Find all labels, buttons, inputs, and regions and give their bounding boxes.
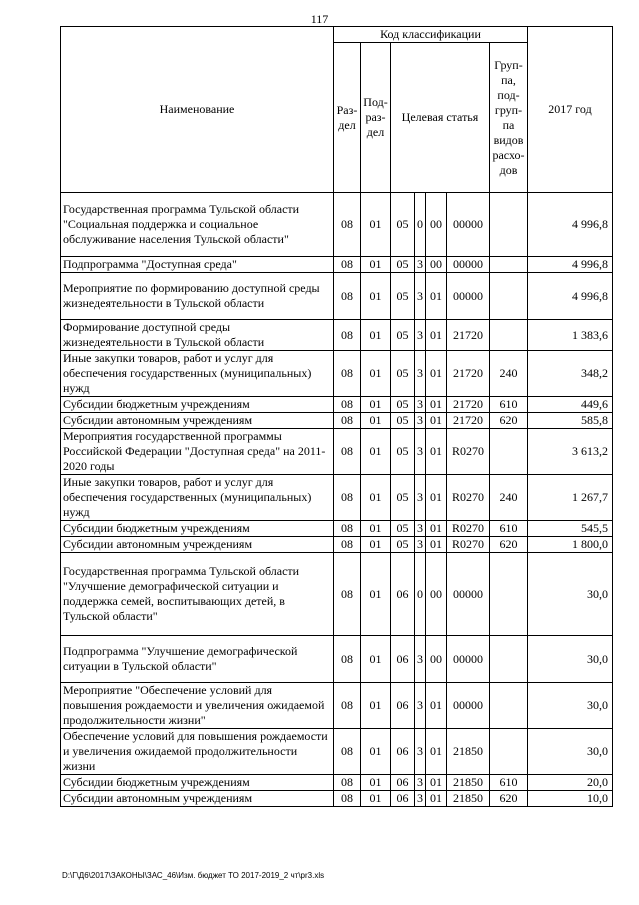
row-target-code-program: 05: [391, 413, 415, 429]
header-section: Раз- дел: [334, 43, 361, 193]
row-target-code-event: 00: [426, 636, 447, 683]
row-expense-type: [490, 429, 528, 475]
row-expense-type: [490, 553, 528, 636]
row-amount: 1 267,7: [528, 475, 613, 521]
table-row: [61, 397, 613, 413]
row-amount: 1 383,6: [528, 320, 613, 351]
row-expense-type: [490, 729, 528, 775]
table-row: [61, 273, 613, 320]
row-target-code-event: 01: [426, 791, 447, 807]
row-amount: 4 996,8: [528, 193, 613, 257]
row-name: Формирование доступной среды жизнедеятельности в Тульской области: [61, 320, 334, 351]
row-target-code-event: 01: [426, 775, 447, 791]
row-name: Подпрограмма "Улучшение демографической ситуации в Тульской области": [61, 636, 334, 683]
header-subsection: Под- раз- дел: [361, 43, 391, 193]
page-number: 117: [310, 12, 329, 26]
row-expense-type: 610: [490, 397, 528, 413]
table-row: [61, 636, 613, 683]
row-amount: 30,0: [528, 553, 613, 636]
table-row: [61, 320, 613, 351]
row-target-code-subprogram: 3: [415, 791, 426, 807]
row-razdel: 08: [334, 320, 361, 351]
row-amount: 10,0: [528, 791, 613, 807]
row-target-code-program: 06: [391, 553, 415, 636]
budget-table: [60, 26, 613, 807]
row-target-code-direction: 00000: [447, 683, 490, 729]
row-amount: 449,6: [528, 397, 613, 413]
row-razdel: 08: [334, 397, 361, 413]
row-target-code-event: 01: [426, 397, 447, 413]
row-name: Обеспечение условий для повышения рождаемости и увеличения ожидаемой продолжительности жизни: [61, 729, 334, 775]
table-row: [61, 537, 613, 553]
row-target-code-subprogram: 3: [415, 775, 426, 791]
row-name: Субсидии автономным учреждениям: [61, 413, 334, 429]
row-razdel: 08: [334, 413, 361, 429]
row-target-code-direction: 00000: [447, 193, 490, 257]
row-target-code-subprogram: 3: [415, 320, 426, 351]
row-name: Мероприятие "Обеспечение условий для повышения рождаемости и увеличения ожидаемой продолжительности жизни": [61, 683, 334, 729]
row-amount: 30,0: [528, 729, 613, 775]
row-razdel: 08: [334, 636, 361, 683]
row-expense-type: 610: [490, 521, 528, 537]
row-target-code-event: 00: [426, 193, 447, 257]
row-podrazdel: 01: [361, 351, 391, 397]
row-target-code-subprogram: 3: [415, 351, 426, 397]
row-target-code-direction: 21850: [447, 729, 490, 775]
row-target-code-program: 06: [391, 636, 415, 683]
table-body: [61, 193, 613, 807]
row-name: Мероприятия государственной программы Российской Федерации "Доступная среда" на 2011-2020 годы: [61, 429, 334, 475]
row-podrazdel: 01: [361, 775, 391, 791]
table-row: [61, 413, 613, 429]
header-expense-group: Груп- па, под- груп- па видов расхо- дов: [490, 43, 528, 193]
row-target-code-direction: R0270: [447, 537, 490, 553]
row-target-code-direction: 21720: [447, 413, 490, 429]
row-name: Субсидии бюджетным учреждениям: [61, 397, 334, 413]
row-target-code-program: 05: [391, 257, 415, 273]
row-target-code-subprogram: 0: [415, 553, 426, 636]
row-podrazdel: 01: [361, 521, 391, 537]
row-target-code-direction: 21720: [447, 320, 490, 351]
table-row: [61, 729, 613, 775]
row-name: Мероприятие по формированию доступной среды жизнедеятельности в Тульской области: [61, 273, 334, 320]
row-name: Государственная программа Тульской области "Улучшение демографической ситуации и поддержка семей, воспитывающих детей, в Тульской области": [61, 553, 334, 636]
row-target-code-subprogram: 3: [415, 683, 426, 729]
row-target-code-direction: R0270: [447, 475, 490, 521]
row-podrazdel: 01: [361, 636, 391, 683]
row-expense-type: [490, 257, 528, 273]
row-target-code-direction: R0270: [447, 521, 490, 537]
row-podrazdel: 01: [361, 257, 391, 273]
row-target-code-subprogram: 3: [415, 729, 426, 775]
row-target-code-subprogram: 3: [415, 475, 426, 521]
row-amount: 3 613,2: [528, 429, 613, 475]
row-razdel: 08: [334, 475, 361, 521]
row-amount: 1 800,0: [528, 537, 613, 553]
row-podrazdel: 01: [361, 553, 391, 636]
table-row: [61, 257, 613, 273]
row-razdel: 08: [334, 791, 361, 807]
row-target-code-subprogram: 3: [415, 537, 426, 553]
row-podrazdel: 01: [361, 193, 391, 257]
row-name: Субсидии автономным учреждениям: [61, 791, 334, 807]
row-name: Иные закупки товаров, работ и услуг для обеспечения государственных (муниципальных) нужд: [61, 351, 334, 397]
row-target-code-direction: 00000: [447, 257, 490, 273]
row-razdel: 08: [334, 521, 361, 537]
row-podrazdel: 01: [361, 475, 391, 521]
row-razdel: 08: [334, 351, 361, 397]
row-target-code-program: 05: [391, 521, 415, 537]
row-target-code-event: 01: [426, 537, 447, 553]
table-row: [61, 683, 613, 729]
row-amount: 30,0: [528, 636, 613, 683]
row-expense-type: 240: [490, 351, 528, 397]
row-razdel: 08: [334, 273, 361, 320]
row-podrazdel: 01: [361, 413, 391, 429]
row-target-code-program: 05: [391, 429, 415, 475]
header-target-article: Целевая статья: [391, 43, 490, 193]
row-expense-type: 240: [490, 475, 528, 521]
row-expense-type: [490, 683, 528, 729]
row-name: Подпрограмма "Доступная среда": [61, 257, 334, 273]
row-name: Субсидии автономным учреждениям: [61, 537, 334, 553]
row-target-code-direction: 21720: [447, 351, 490, 397]
row-target-code-subprogram: 3: [415, 429, 426, 475]
row-target-code-program: 06: [391, 729, 415, 775]
row-expense-type: [490, 636, 528, 683]
row-target-code-direction: 00000: [447, 273, 490, 320]
row-target-code-event: 00: [426, 553, 447, 636]
row-amount: 348,2: [528, 351, 613, 397]
header-classification-code: Код классификации: [334, 27, 528, 43]
table-row: [61, 553, 613, 636]
row-podrazdel: 01: [361, 397, 391, 413]
row-target-code-direction: 21850: [447, 775, 490, 791]
row-podrazdel: 01: [361, 320, 391, 351]
row-target-code-event: 01: [426, 273, 447, 320]
row-expense-type: 620: [490, 413, 528, 429]
row-name: Субсидии бюджетным учреждениям: [61, 775, 334, 791]
row-target-code-event: 01: [426, 320, 447, 351]
row-target-code-subprogram: 3: [415, 397, 426, 413]
row-target-code-subprogram: 3: [415, 636, 426, 683]
row-podrazdel: 01: [361, 683, 391, 729]
row-amount: 585,8: [528, 413, 613, 429]
row-target-code-event: 01: [426, 413, 447, 429]
row-razdel: 08: [334, 775, 361, 791]
row-amount: 30,0: [528, 683, 613, 729]
table-row: [61, 351, 613, 397]
row-amount: 20,0: [528, 775, 613, 791]
row-razdel: 08: [334, 429, 361, 475]
row-expense-type: 620: [490, 537, 528, 553]
row-amount: 4 996,8: [528, 273, 613, 320]
row-target-code-program: 05: [391, 397, 415, 413]
row-expense-type: 610: [490, 775, 528, 791]
row-podrazdel: 01: [361, 729, 391, 775]
table-header: [61, 27, 613, 193]
row-razdel: 08: [334, 257, 361, 273]
row-target-code-event: 00: [426, 257, 447, 273]
row-podrazdel: 01: [361, 537, 391, 553]
row-expense-type: [490, 320, 528, 351]
row-target-code-event: 01: [426, 729, 447, 775]
row-target-code-program: 05: [391, 537, 415, 553]
row-target-code-event: 01: [426, 351, 447, 397]
row-target-code-direction: 00000: [447, 636, 490, 683]
row-podrazdel: 01: [361, 273, 391, 320]
row-name: Субсидии бюджетным учреждениям: [61, 521, 334, 537]
row-target-code-event: 01: [426, 683, 447, 729]
table-row: [61, 775, 613, 791]
row-podrazdel: 01: [361, 791, 391, 807]
table-row: [61, 475, 613, 521]
row-amount: 545,5: [528, 521, 613, 537]
row-target-code-program: 05: [391, 475, 415, 521]
table-row: [61, 521, 613, 537]
row-target-code-direction: 00000: [447, 553, 490, 636]
row-target-code-program: 05: [391, 351, 415, 397]
row-expense-type: [490, 193, 528, 257]
header-name: Наименование: [61, 27, 334, 193]
table-row: [61, 429, 613, 475]
row-name: Государственная программа Тульской области "Социальная поддержка и социальное обслуживание населения Тульской области": [61, 193, 334, 257]
row-name: Иные закупки товаров, работ и услуг для обеспечения государственных (муниципальных) нужд: [61, 475, 334, 521]
row-target-code-direction: R0270: [447, 429, 490, 475]
file-path-footer: D:\Г\Д6\2017\ЗАКОНЫ\ЗАС_46\Изм. бюджет ТО 2017-2019_2 чт\pr3.xls: [62, 871, 325, 880]
row-amount: 4 996,8: [528, 257, 613, 273]
row-target-code-subprogram: 0: [415, 193, 426, 257]
row-expense-type: [490, 273, 528, 320]
row-razdel: 08: [334, 553, 361, 636]
row-target-code-event: 01: [426, 475, 447, 521]
row-target-code-program: 05: [391, 273, 415, 320]
row-target-code-program: 06: [391, 683, 415, 729]
row-target-code-event: 01: [426, 521, 447, 537]
header-year: 2017 год: [528, 27, 613, 193]
row-target-code-subprogram: 3: [415, 521, 426, 537]
row-razdel: 08: [334, 683, 361, 729]
row-expense-type: 620: [490, 791, 528, 807]
row-target-code-subprogram: 3: [415, 413, 426, 429]
row-target-code-direction: 21850: [447, 791, 490, 807]
table-row: [61, 193, 613, 257]
row-target-code-event: 01: [426, 429, 447, 475]
row-target-code-program: 05: [391, 193, 415, 257]
row-razdel: 08: [334, 729, 361, 775]
row-target-code-program: 05: [391, 320, 415, 351]
row-razdel: 08: [334, 537, 361, 553]
row-target-code-subprogram: 3: [415, 273, 426, 320]
row-razdel: 08: [334, 193, 361, 257]
row-target-code-program: 06: [391, 791, 415, 807]
table-row: [61, 791, 613, 807]
row-target-code-direction: 21720: [447, 397, 490, 413]
row-target-code-subprogram: 3: [415, 257, 426, 273]
row-target-code-program: 06: [391, 775, 415, 791]
row-podrazdel: 01: [361, 429, 391, 475]
